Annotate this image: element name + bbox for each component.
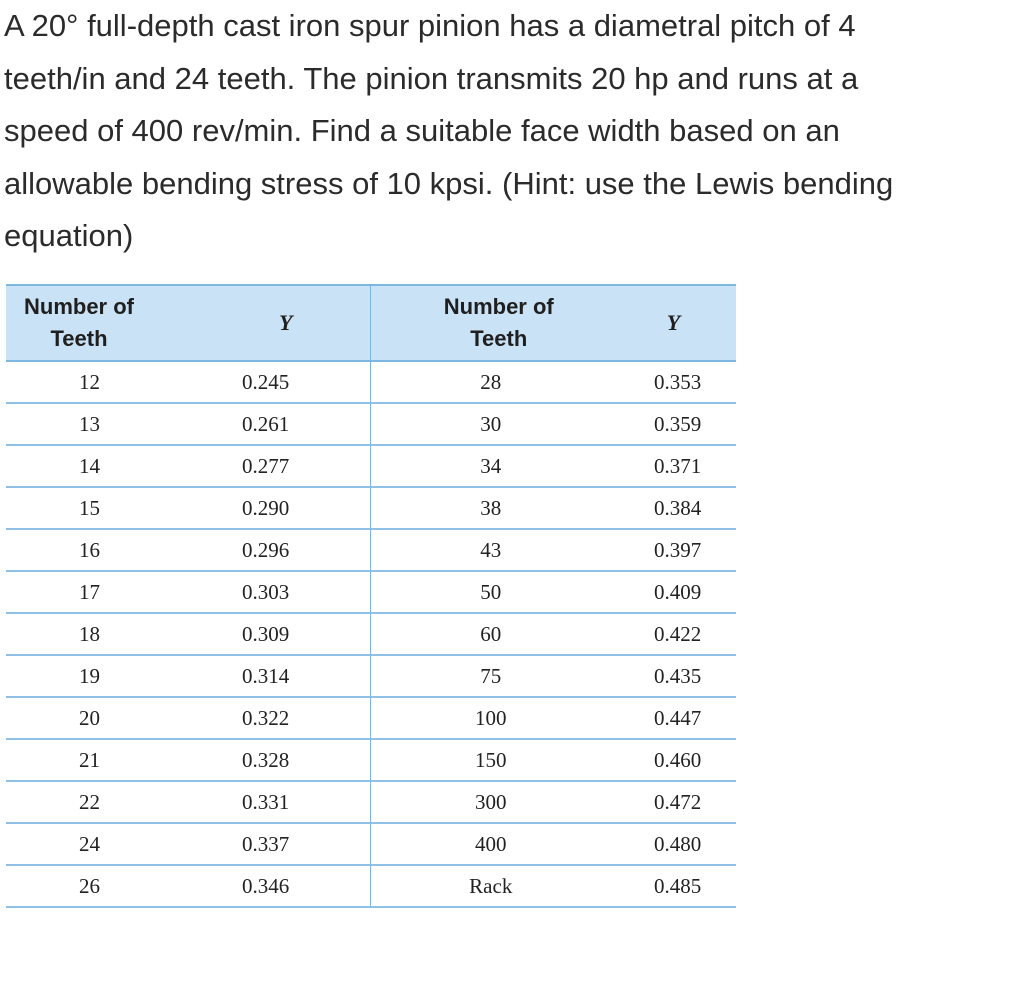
cell-teeth-right: 300 — [370, 781, 611, 823]
cell-y-right: 0.397 — [611, 529, 736, 571]
cell-teeth-right: 75 — [370, 655, 611, 697]
cell-y-left: 0.309 — [202, 613, 370, 655]
cell-teeth-right: 400 — [370, 823, 611, 865]
cell-y-right: 0.435 — [611, 655, 736, 697]
cell-y-left: 0.314 — [202, 655, 370, 697]
table-row — [6, 361, 736, 403]
problem-line: teeth/in and 24 teeth. The pinion transmits 20 hp and runs at a — [4, 60, 859, 96]
column-header-y-left: Y — [202, 285, 370, 361]
cell-y-left: 0.277 — [202, 445, 370, 487]
table-header — [6, 285, 736, 361]
table-header-row — [6, 285, 736, 361]
table-row — [6, 613, 736, 655]
cell-y-right: 0.359 — [611, 403, 736, 445]
cell-y-left: 0.303 — [202, 571, 370, 613]
cell-teeth-right: 43 — [370, 529, 611, 571]
cell-teeth-left: 19 — [6, 655, 202, 697]
cell-teeth-right: 50 — [370, 571, 611, 613]
cell-teeth-left: 20 — [6, 697, 202, 739]
cell-y-right: 0.460 — [611, 739, 736, 781]
problem-line: A 20° full-depth cast iron spur pinion has a diametral pitch of 4 — [4, 8, 856, 43]
table-row — [6, 403, 736, 445]
cell-y-left: 0.245 — [202, 361, 370, 403]
cell-teeth-right: 30 — [370, 403, 611, 445]
header-teeth-line2: Teeth — [470, 326, 528, 351]
lewis-form-factor-table — [6, 284, 736, 908]
cell-teeth-right: 60 — [370, 613, 611, 655]
table-row — [6, 487, 736, 529]
cell-teeth-left: 24 — [6, 823, 202, 865]
cell-teeth-left: 12 — [6, 361, 202, 403]
table-body — [6, 361, 736, 907]
table-row — [6, 781, 736, 823]
table-row — [6, 823, 736, 865]
cell-teeth-right: Rack — [370, 865, 611, 907]
cell-teeth-right: 100 — [370, 697, 611, 739]
table-row — [6, 529, 736, 571]
cell-y-left: 0.296 — [202, 529, 370, 571]
cell-y-left: 0.337 — [202, 823, 370, 865]
problem-line: equation) — [4, 218, 134, 253]
table-row — [6, 739, 736, 781]
cell-y-right: 0.371 — [611, 445, 736, 487]
table-row — [6, 571, 736, 613]
header-teeth-line1: Number of — [24, 294, 134, 319]
cell-teeth-left: 26 — [6, 865, 202, 907]
cell-y-left: 0.322 — [202, 697, 370, 739]
table-row — [6, 865, 736, 907]
cell-y-right: 0.409 — [611, 571, 736, 613]
cell-y-left: 0.331 — [202, 781, 370, 823]
column-header-teeth-left — [6, 285, 202, 361]
cell-y-left: 0.261 — [202, 403, 370, 445]
problem-line: speed of 400 rev/min. Find a suitable face width based on an — [4, 113, 840, 148]
cell-teeth-left: 21 — [6, 739, 202, 781]
cell-y-left: 0.290 — [202, 487, 370, 529]
table-row — [6, 655, 736, 697]
cell-y-right: 0.472 — [611, 781, 736, 823]
cell-y-right: 0.485 — [611, 865, 736, 907]
cell-y-right: 0.480 — [611, 823, 736, 865]
cell-teeth-left: 18 — [6, 613, 202, 655]
problem-statement — [4, 0, 1014, 263]
cell-teeth-left: 16 — [6, 529, 202, 571]
table-row — [6, 697, 736, 739]
cell-y-left: 0.346 — [202, 865, 370, 907]
cell-teeth-right: 28 — [370, 361, 611, 403]
cell-y-right: 0.422 — [611, 613, 736, 655]
cell-teeth-left: 22 — [6, 781, 202, 823]
header-teeth-line1: Number of — [443, 294, 554, 319]
cell-teeth-right: 38 — [370, 487, 611, 529]
cell-teeth-right: 150 — [370, 739, 611, 781]
cell-teeth-left: 14 — [6, 445, 202, 487]
cell-teeth-right: 34 — [370, 445, 611, 487]
column-header-y-right: Y — [611, 285, 736, 361]
header-teeth-line2: Teeth — [50, 326, 108, 351]
cell-y-right: 0.353 — [611, 361, 736, 403]
cell-teeth-left: 17 — [6, 571, 202, 613]
column-header-teeth-right — [370, 285, 611, 361]
table-row — [6, 445, 736, 487]
cell-teeth-left: 15 — [6, 487, 202, 529]
cell-y-right: 0.447 — [611, 697, 736, 739]
cell-y-right: 0.384 — [611, 487, 736, 529]
cell-y-left: 0.328 — [202, 739, 370, 781]
problem-line: allowable bending stress of 10 kpsi. (Hint: use the Lewis bending — [4, 165, 894, 201]
cell-teeth-left: 13 — [6, 403, 202, 445]
